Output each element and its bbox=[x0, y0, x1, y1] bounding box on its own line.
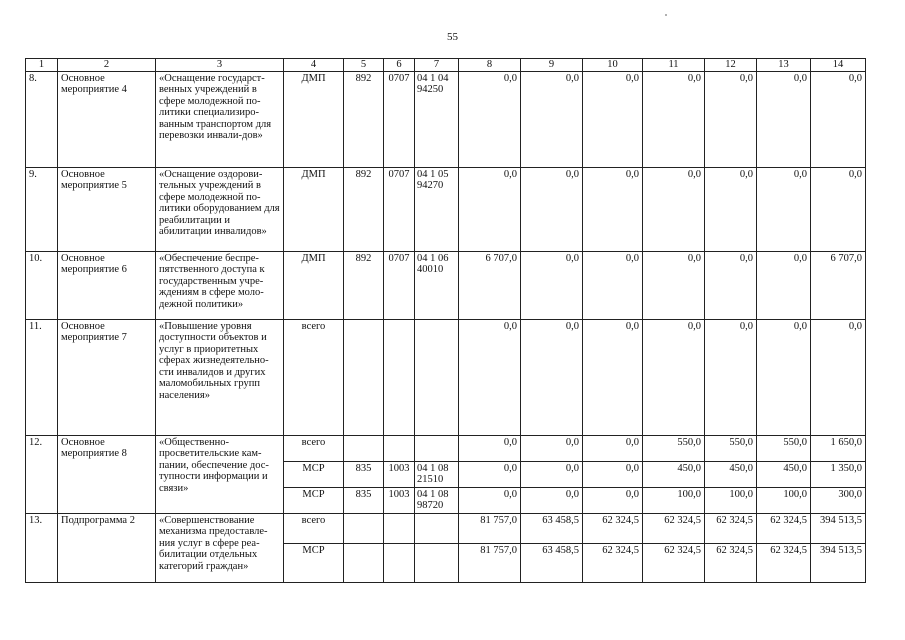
value-cell: 0,0 bbox=[459, 167, 521, 251]
activity-title-cell: «Оснащение государст-венных учреждений в сфере молодежной по-литики специализиро-ванным транспортом для перевозки инвали-дов» bbox=[156, 71, 284, 167]
code-grbs-cell bbox=[344, 543, 384, 582]
activity-name-cell: Основное мероприятие 5 bbox=[58, 167, 156, 251]
value-cell: 0,0 bbox=[521, 435, 583, 461]
row-number-cell: 10. bbox=[26, 251, 58, 319]
value-cell: 6 707,0 bbox=[811, 251, 866, 319]
code-target-cell: 04 1 08 98720 bbox=[415, 487, 459, 513]
value-cell: 0,0 bbox=[811, 167, 866, 251]
value-cell: 100,0 bbox=[643, 487, 705, 513]
activity-title-cell: «Общественно-просветительские кам-пании, обеспечение дос-тупности информации и связи» bbox=[156, 435, 284, 513]
header-cell-13: 13 bbox=[757, 59, 811, 72]
code-grbs-cell bbox=[344, 513, 384, 543]
value-cell: 62 324,5 bbox=[705, 543, 757, 582]
value-cell: 0,0 bbox=[757, 319, 811, 435]
code-section-cell: 1003 bbox=[384, 487, 415, 513]
code-grbs-cell: 892 bbox=[344, 167, 384, 251]
activity-title-cell: «Повышение уровня доступности объектов и услуг в приоритетных сферах жизнедеятельно-сти инвалидов и других маломобильных групп населения» bbox=[156, 319, 284, 435]
value-cell: 1 650,0 bbox=[811, 435, 866, 461]
value-cell: 0,0 bbox=[643, 319, 705, 435]
header-cell-2: 2 bbox=[58, 59, 156, 72]
budget-table bbox=[25, 58, 866, 583]
table-row bbox=[26, 513, 866, 543]
value-cell: 0,0 bbox=[757, 71, 811, 167]
row-number-cell: 13. bbox=[26, 513, 58, 582]
value-cell: 0,0 bbox=[583, 251, 643, 319]
header-cell-7: 7 bbox=[415, 59, 459, 72]
header-cell-5: 5 bbox=[344, 59, 384, 72]
value-cell: 0,0 bbox=[705, 71, 757, 167]
code-target-cell bbox=[415, 513, 459, 543]
code-grbs-cell bbox=[344, 435, 384, 461]
code-target-cell: 04 1 08 21510 bbox=[415, 461, 459, 487]
code-grbs-cell: 892 bbox=[344, 251, 384, 319]
value-cell: 394 513,5 bbox=[811, 513, 866, 543]
value-cell: 62 324,5 bbox=[643, 543, 705, 582]
row-number-cell: 8. bbox=[26, 71, 58, 167]
header-cell-9: 9 bbox=[521, 59, 583, 72]
value-cell: 0,0 bbox=[705, 251, 757, 319]
activity-name-cell: Подпрограмма 2 bbox=[58, 513, 156, 582]
code-grbs-cell: 892 bbox=[344, 71, 384, 167]
value-cell: 100,0 bbox=[705, 487, 757, 513]
value-cell: 0,0 bbox=[583, 461, 643, 487]
value-cell: 450,0 bbox=[705, 461, 757, 487]
value-cell: 0,0 bbox=[459, 487, 521, 513]
value-cell: 0,0 bbox=[521, 71, 583, 167]
executor-cell: МСР bbox=[284, 487, 344, 513]
table-row bbox=[26, 71, 866, 167]
code-grbs-cell: 835 bbox=[344, 461, 384, 487]
code-grbs-cell: 835 bbox=[344, 487, 384, 513]
executor-cell: МСР bbox=[284, 543, 344, 582]
value-cell: 0,0 bbox=[459, 435, 521, 461]
executor-cell: МСР bbox=[284, 461, 344, 487]
code-grbs-cell bbox=[344, 319, 384, 435]
value-cell: 0,0 bbox=[583, 435, 643, 461]
value-cell: 1 350,0 bbox=[811, 461, 866, 487]
value-cell: 0,0 bbox=[811, 319, 866, 435]
code-section-cell: 1003 bbox=[384, 461, 415, 487]
value-cell: 550,0 bbox=[643, 435, 705, 461]
value-cell: 450,0 bbox=[757, 461, 811, 487]
table-row bbox=[26, 319, 866, 435]
table-row bbox=[26, 167, 866, 251]
activity-title-cell: «Оснащение оздорови-тельных учреждений в сфере молодежной по-литики оборудованием для реабилитации и абилитации инвалидов» bbox=[156, 167, 284, 251]
executor-cell: ДМП bbox=[284, 251, 344, 319]
code-section-cell: 0707 bbox=[384, 71, 415, 167]
value-cell: 0,0 bbox=[521, 251, 583, 319]
header-cell-10: 10 bbox=[583, 59, 643, 72]
value-cell: 0,0 bbox=[583, 319, 643, 435]
value-cell: 0,0 bbox=[643, 167, 705, 251]
value-cell: 0,0 bbox=[521, 461, 583, 487]
code-section-cell bbox=[384, 543, 415, 582]
row-number-cell: 9. bbox=[26, 167, 58, 251]
code-section-cell: 0707 bbox=[384, 251, 415, 319]
value-cell: 0,0 bbox=[521, 167, 583, 251]
activity-title-cell: «Совершенствование механизма предоставле-ния услуг в сфере реа-билитации отдельных категорий граждан» bbox=[156, 513, 284, 582]
value-cell: 0,0 bbox=[459, 319, 521, 435]
code-target-cell bbox=[415, 435, 459, 461]
page-number: 55 bbox=[447, 31, 458, 43]
value-cell: 63 458,5 bbox=[521, 543, 583, 582]
value-cell: 62 324,5 bbox=[643, 513, 705, 543]
value-cell: 81 757,0 bbox=[459, 513, 521, 543]
value-cell: 62 324,5 bbox=[757, 513, 811, 543]
value-cell: 0,0 bbox=[521, 319, 583, 435]
value-cell: 63 458,5 bbox=[521, 513, 583, 543]
executor-cell: ДМП bbox=[284, 71, 344, 167]
value-cell: 0,0 bbox=[757, 251, 811, 319]
value-cell: 394 513,5 bbox=[811, 543, 866, 582]
value-cell: 550,0 bbox=[705, 435, 757, 461]
value-cell: 62 324,5 bbox=[757, 543, 811, 582]
value-cell: 62 324,5 bbox=[583, 543, 643, 582]
table-body bbox=[26, 59, 866, 583]
value-cell: 6 707,0 bbox=[459, 251, 521, 319]
header-cell-11: 11 bbox=[643, 59, 705, 72]
code-target-cell: 04 1 06 40010 bbox=[415, 251, 459, 319]
executor-cell: ДМП bbox=[284, 167, 344, 251]
code-section-cell bbox=[384, 319, 415, 435]
header-cell-6: 6 bbox=[384, 59, 415, 72]
value-cell: 0,0 bbox=[705, 319, 757, 435]
header-cell-12: 12 bbox=[705, 59, 757, 72]
code-target-cell: 04 1 05 94270 bbox=[415, 167, 459, 251]
value-cell: 0,0 bbox=[459, 71, 521, 167]
value-cell: 81 757,0 bbox=[459, 543, 521, 582]
value-cell: 300,0 bbox=[811, 487, 866, 513]
value-cell: 62 324,5 bbox=[583, 513, 643, 543]
value-cell: 0,0 bbox=[705, 167, 757, 251]
value-cell: 62 324,5 bbox=[705, 513, 757, 543]
table-row bbox=[26, 251, 866, 319]
activity-name-cell: Основное мероприятие 7 bbox=[58, 319, 156, 435]
table-row bbox=[26, 435, 866, 461]
code-section-cell: 0707 bbox=[384, 167, 415, 251]
scan-speck bbox=[665, 14, 667, 16]
code-target-cell: 04 1 04 94250 bbox=[415, 71, 459, 167]
executor-cell: всего bbox=[284, 319, 344, 435]
value-cell: 0,0 bbox=[643, 251, 705, 319]
value-cell: 450,0 bbox=[643, 461, 705, 487]
header-cell-4: 4 bbox=[284, 59, 344, 72]
row-number-cell: 11. bbox=[26, 319, 58, 435]
code-target-cell bbox=[415, 319, 459, 435]
value-cell: 550,0 bbox=[757, 435, 811, 461]
value-cell: 0,0 bbox=[643, 71, 705, 167]
value-cell: 0,0 bbox=[521, 487, 583, 513]
value-cell: 0,0 bbox=[583, 167, 643, 251]
value-cell: 0,0 bbox=[811, 71, 866, 167]
executor-cell: всего bbox=[284, 513, 344, 543]
code-section-cell bbox=[384, 435, 415, 461]
row-number-cell: 12. bbox=[26, 435, 58, 513]
header-cell-14: 14 bbox=[811, 59, 866, 72]
value-cell: 0,0 bbox=[583, 487, 643, 513]
value-cell: 0,0 bbox=[757, 167, 811, 251]
code-section-cell bbox=[384, 513, 415, 543]
value-cell: 0,0 bbox=[583, 71, 643, 167]
activity-name-cell: Основное мероприятие 6 bbox=[58, 251, 156, 319]
executor-cell: всего bbox=[284, 435, 344, 461]
value-cell: 0,0 bbox=[459, 461, 521, 487]
activity-name-cell: Основное мероприятие 8 bbox=[58, 435, 156, 513]
header-cell-8: 8 bbox=[459, 59, 521, 72]
header-cell-3: 3 bbox=[156, 59, 284, 72]
code-target-cell bbox=[415, 543, 459, 582]
activity-name-cell: Основное мероприятие 4 bbox=[58, 71, 156, 167]
header-cell-1: 1 bbox=[26, 59, 58, 72]
value-cell: 100,0 bbox=[757, 487, 811, 513]
activity-title-cell: «Обеспечение беспре-пятственного доступа к государственным учре-ждениям в сфере моло-дежной политики» bbox=[156, 251, 284, 319]
header-row bbox=[26, 59, 866, 72]
